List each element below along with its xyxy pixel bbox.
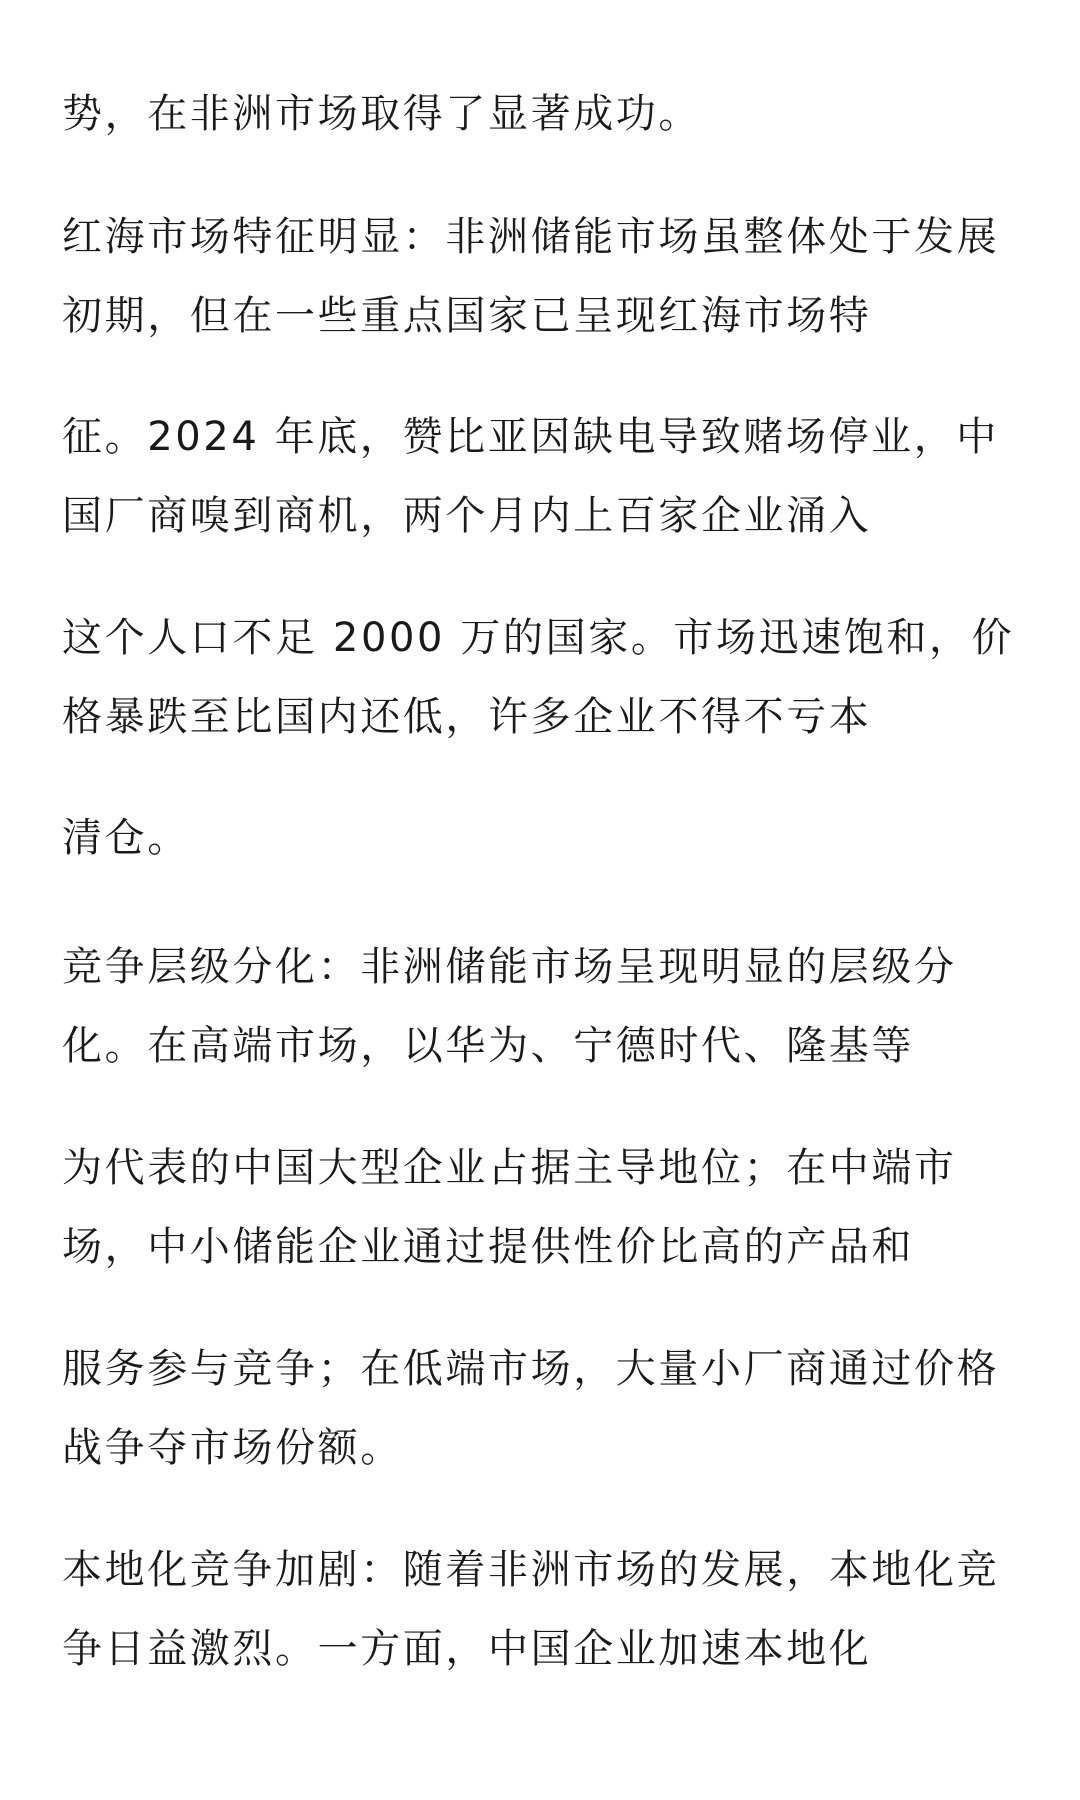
text-line: 化。在高端市场，以华为、宁德时代、隆基等 [62, 1023, 914, 1069]
text-line: 这个人口不足 2000 万的国家。市场迅速饱和，价 [62, 615, 1015, 661]
text-line: 为代表的中国大型企业占据主导地位；在中端市 [62, 1145, 957, 1191]
text-line: 初期，但在一些重点国家已呈现红海市场特 [62, 293, 872, 339]
text-line: 国厂商嗅到商机，两个月内上百家企业涌入 [62, 493, 872, 539]
text-line: 本地化竞争加剧：随着非洲市场的发展，本地化竞 [62, 1547, 1000, 1593]
text-line: 征。2024 年底，赞比亚因缺电导致赌场停业，中 [62, 414, 999, 460]
text-line: 清仓。 [62, 815, 190, 861]
text-line: 红海市场特征明显：非洲储能市场虽整体处于发展 [62, 214, 1000, 260]
text-line: 争日益激烈。一方面，中国企业加速本地化 [62, 1626, 872, 1672]
text-line: 战争夺市场份额。 [62, 1425, 403, 1471]
text-line: 势，在非洲市场取得了显著成功。 [62, 91, 701, 137]
text-line: 服务参与竞争；在低端市场，大量小厂商通过价格 [62, 1346, 1000, 1392]
text-line: 竞争层级分化：非洲储能市场呈现明显的层级分 [62, 944, 957, 990]
text-line: 格暴跌至比国内还低，许多企业不得不亏本 [62, 694, 872, 740]
text-line: 场，中小储能企业通过提供性价比高的产品和 [62, 1224, 914, 1270]
